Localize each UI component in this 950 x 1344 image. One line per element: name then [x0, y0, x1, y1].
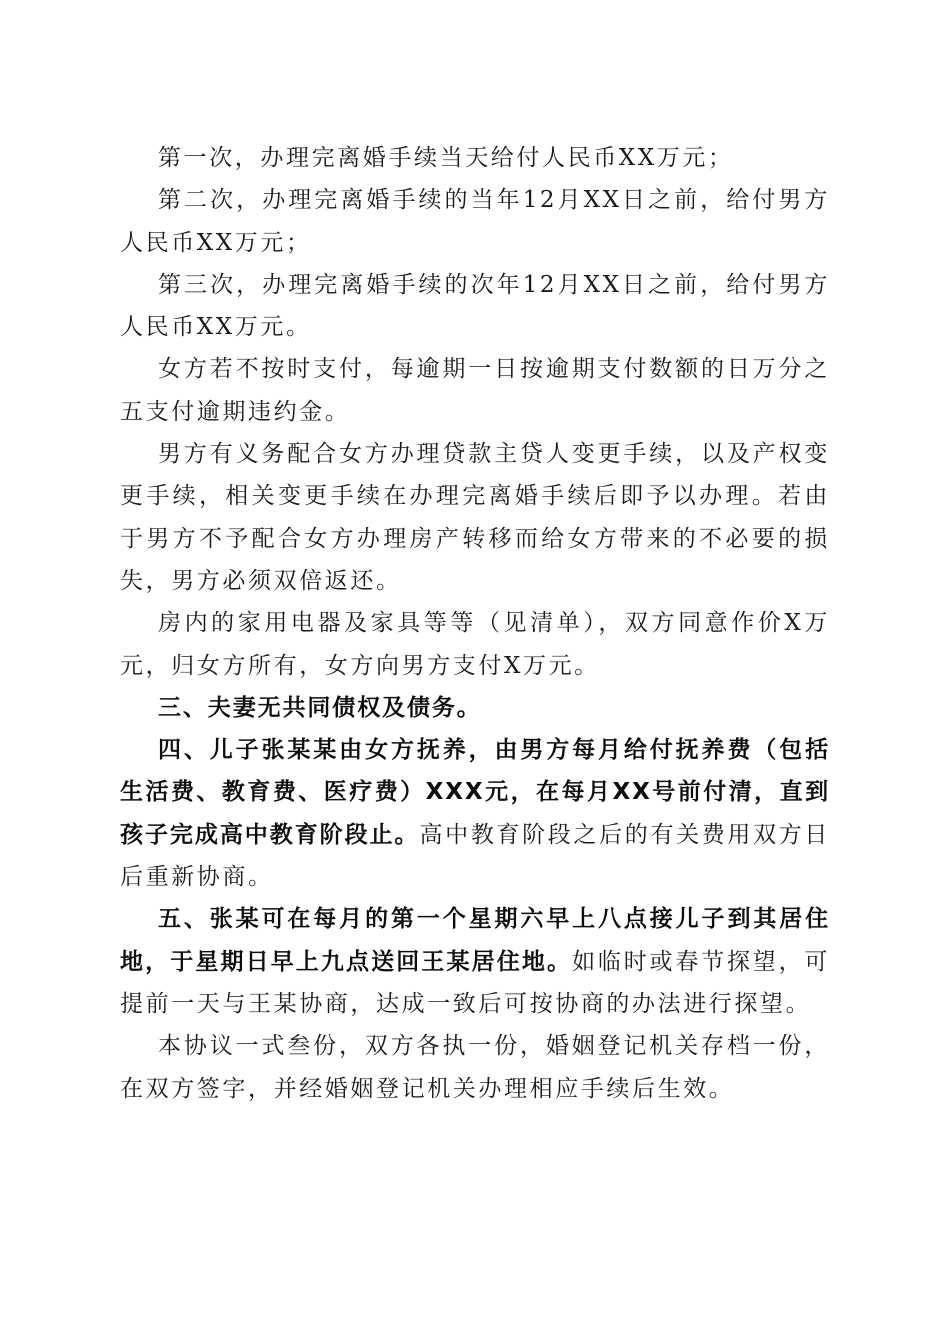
- paragraph-late-penalty: 女方若不按时支付，每逾期一日按逾期支付数额的日万分之五支付逾期违约金。: [120, 356, 830, 425]
- document-body: [120, 137, 830, 1110]
- paragraph-third-payment: 第三次，办理完离婚手续的次年12月XX日之前，给付男方人民币XX万元。: [120, 271, 830, 341]
- clause-four-normal: 高中教育阶段之后的有关费用双方日后重新协商。: [120, 821, 830, 891]
- paragraph-closing: 本协议一式叁份，双方各执一份，婚姻登记机关存档一份，在双方签字，并经婚姻登记机关办理相应手续后生效。: [120, 1033, 830, 1102]
- clause-four-bold: 四、儿子张某某由女方抚养，由男方每月给付抚养费（包括生活费、教育费、医疗费）XXX元，在每月XX号前付清，直到孩子完成高中教育阶段止。: [120, 737, 830, 848]
- clause-five: [120, 898, 830, 1025]
- paragraph-loan-transfer: 男方有义务配合女方办理贷款主贷人变更手续，以及产权变更手续，相关变更手续在办理完离婚手续后即予以办理。若由于男方不予配合女方办理房产转移而给女方带来的不必要的损失，男方必须双倍返还。: [120, 441, 830, 594]
- clause-three: 三、夫妻无共同债权及债务。: [158, 694, 482, 721]
- paragraph-appliances: 房内的家用电器及家具等等（见清单），双方同意作价X万元，归女方所有，女方向男方支付X万元。: [120, 610, 830, 679]
- clause-four: [120, 729, 830, 898]
- clause-five-bold: 五、张某可在每月的第一个星期六早上八点接儿子到其居住地，于星期日早上九点送回王某居住地。: [120, 906, 830, 975]
- clause-five-normal: 如临时或春节探望，可提前一天与王某协商，达成一致后可按协商的办法进行探望。: [120, 948, 831, 1017]
- paragraph-second-payment: 第二次，办理完离婚手续的当年12月XX日之前，给付男方人民币XX万元；: [120, 187, 830, 256]
- paragraph-first-payment: 第一次，办理完离婚手续当天给付人民币XX万元；: [158, 145, 734, 171]
